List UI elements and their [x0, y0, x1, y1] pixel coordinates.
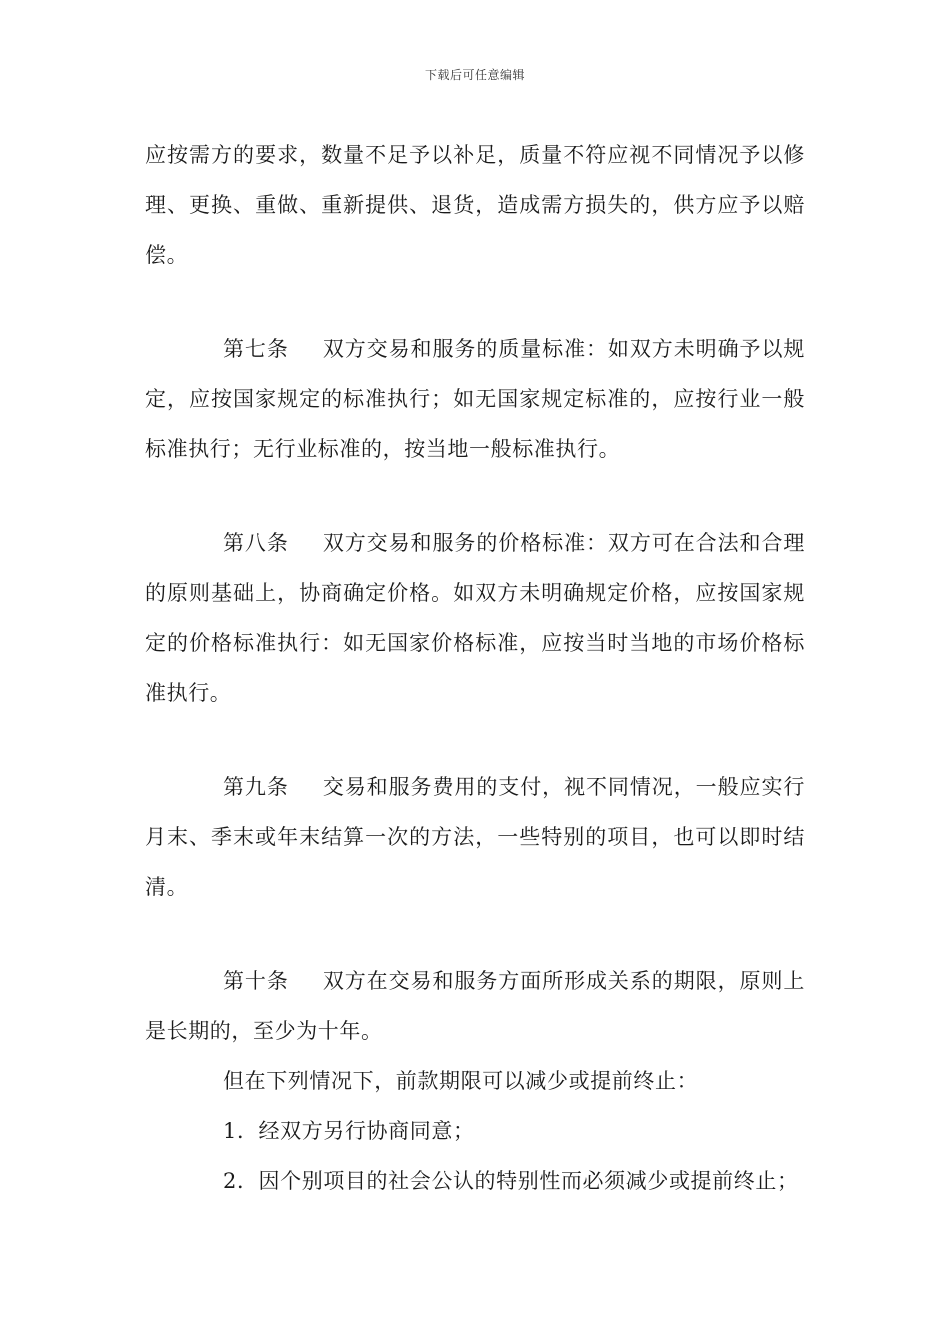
article-8: [145, 518, 805, 718]
article-10-number: 第十条: [223, 969, 289, 993]
article-8-number: 第八条: [223, 531, 289, 555]
article-9: [145, 762, 805, 912]
list-item-1: 1．经双方另行协商同意；: [223, 1119, 475, 1143]
document-body: [145, 130, 805, 1206]
article-7: [145, 324, 805, 474]
article-10: [145, 956, 805, 1056]
article-7-number: 第七条: [223, 337, 289, 361]
article-8-text: 双方交易和服务的价格标准：双方可在合法和合理的原则基础上，协商确定价格。如双方未明确规定价格，应按国家规定的价格标准执行：如无国家价格标准，应按当时当地的市场价格标准执行。: [145, 531, 805, 705]
article-10-text: 双方在交易和服务方面所形成关系的期限，原则上是长期的，至少为十年。: [145, 969, 805, 1043]
article-9-text: 交易和服务费用的支付，视不同情况，一般应实行月末、季末或年末结算一次的方法，一些特别的项目，也可以即时结清。: [145, 775, 805, 899]
page-header: 下载后可任意编辑: [424, 68, 525, 82]
article-10-clause: 但在下列情况下，前款期限可以减少或提前终止：: [223, 1069, 699, 1093]
article-7-text: 双方交易和服务的质量标准：如双方未明确予以规定，应按国家规定的标准执行；如无国家规定标准的，应按行业一般标准执行；无行业标准的，按当地一般标准执行。: [145, 337, 805, 461]
list-item-2: 2．因个别项目的社会公认的特别性而必须减少或提前终止；: [223, 1169, 799, 1193]
paragraph-continuation: 应按需方的要求，数量不足予以补足，质量不符应视不同情况予以修理、更换、重做、重新提供、退货，造成需方损失的，供方应予以赔偿。: [145, 143, 805, 267]
article-9-number: 第九条: [223, 775, 289, 799]
